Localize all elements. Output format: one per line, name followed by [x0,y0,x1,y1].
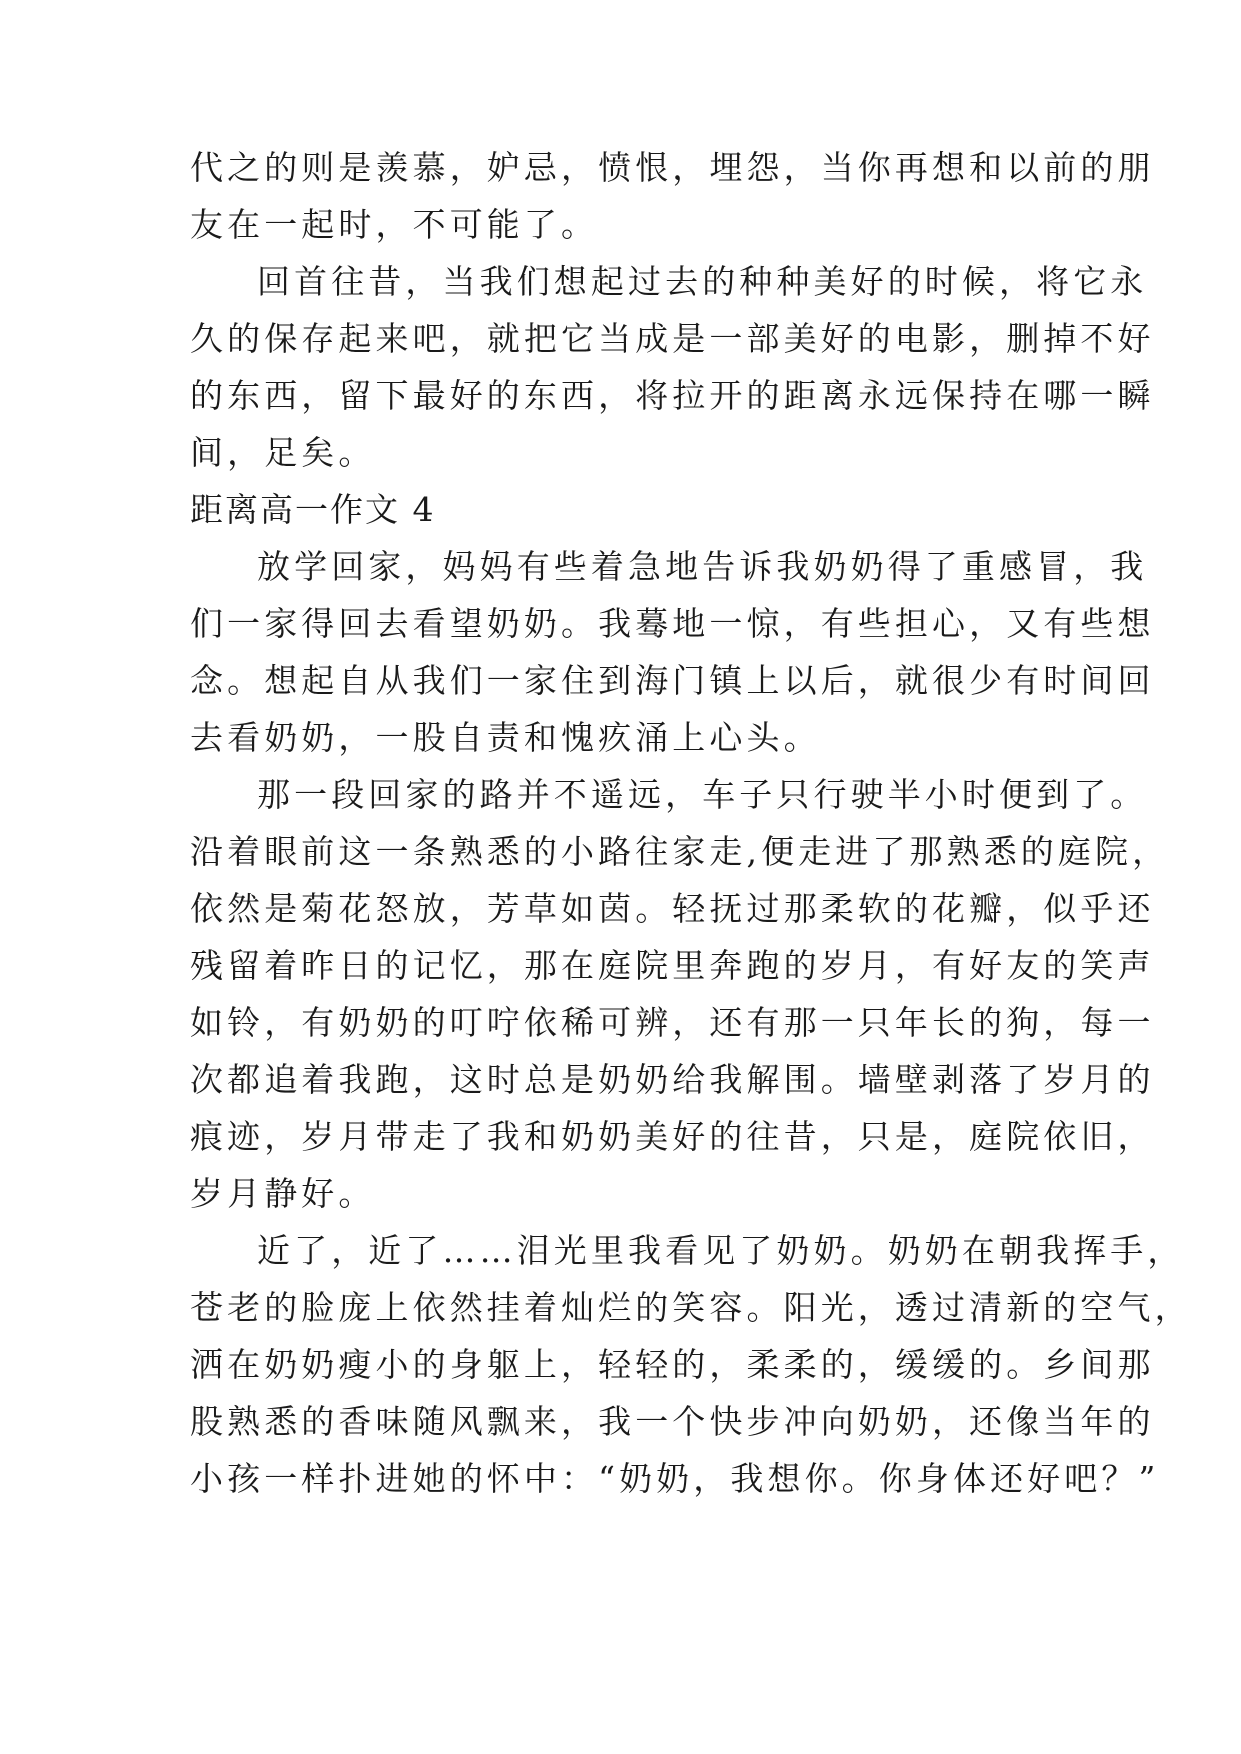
section-heading: 距离高一作文 4 [190,490,436,529]
text-line: 次都追着我跑，这时总是奶奶给我解围。墙壁剥落了岁月的 [190,1060,1155,1099]
paragraph-first-line: 那一段回家的路并不遥远，车子只行驶半小时便到了。 [257,775,1148,814]
text-line: 沿着眼前这一条熟悉的小路往家走,便走进了那熟悉的庭院， [190,832,1170,871]
text-line: 洒在奶奶瘦小的身躯上，轻轻的，柔柔的，缓缓的。乡间那 [190,1345,1155,1384]
text-line: 代之的则是羡慕，妒忌，愤恨，埋怨，当你再想和以前的朋 [190,148,1155,187]
paragraph-first-line: 近了，近了……泪光里我看见了奶奶。奶奶在朝我挥手， [257,1231,1185,1270]
text-line: 苍老的脸庞上依然挂着灿烂的笑容。阳光，透过清新的空气， [190,1288,1192,1327]
text-line: 友在一起时，不可能了。 [190,205,599,244]
text-line: 的东西，留下最好的东西，将拉开的距离永远保持在哪一瞬 [190,376,1155,415]
text-line: 去看奶奶，一股自责和愧疚涌上心头。 [190,718,821,757]
paragraph-first-line: 回首往昔，当我们想起过去的种种美好的时候，将它永 [257,262,1148,301]
text-line: 残留着昨日的记忆，那在庭院里奔跑的岁月，有好友的笑声 [190,946,1155,985]
text-line: 岁月静好。 [190,1174,376,1213]
text-line: 如铃，有奶奶的叮咛依稀可辨，还有那一只年长的狗，每一 [190,1003,1155,1042]
text-line: 股熟悉的香味随风飘来，我一个快步冲向奶奶，还像当年的 [190,1402,1155,1441]
text-line: 久的保存起来吧，就把它当成是一部美好的电影，删掉不好 [190,319,1155,358]
text-line: 间，足矣。 [190,433,376,472]
text-line: 们一家得回去看望奶奶。我蓦地一惊，有些担心，又有些想 [190,604,1155,643]
text-line: 依然是菊花怒放，芳草如茵。轻抚过那柔软的花瓣，似乎还 [190,889,1155,928]
text-line: 念。想起自从我们一家住到海门镇上以后，就很少有时间回 [190,661,1155,700]
text-line: 痕迹，岁月带走了我和奶奶美好的往昔，只是，庭院依旧， [190,1117,1155,1156]
text-line: 小孩一样扑进她的怀中：“奶奶，我想你。你身体还好吧？” [190,1459,1160,1498]
paragraph-first-line: 放学回家，妈妈有些着急地告诉我奶奶得了重感冒，我 [257,547,1148,586]
